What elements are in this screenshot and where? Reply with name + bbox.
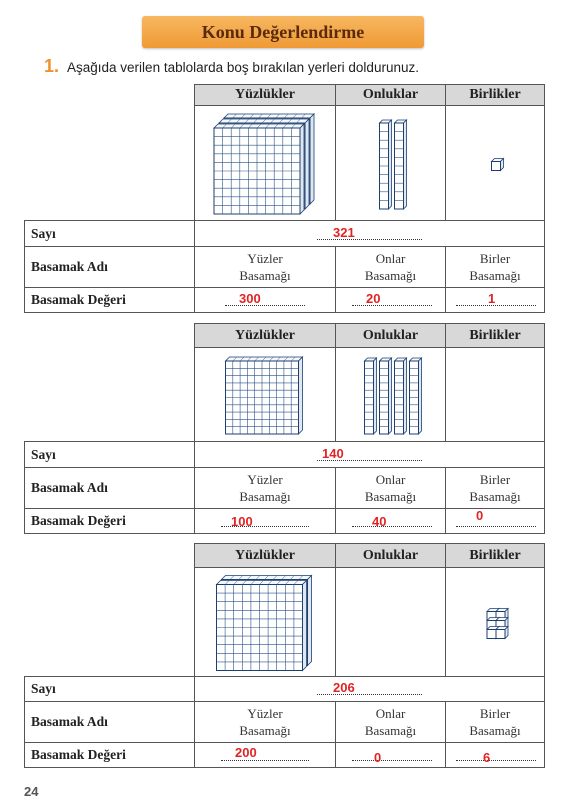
ten-rod <box>395 120 407 209</box>
header-ones: Birlikler <box>445 84 545 106</box>
hundred-flat <box>214 124 304 214</box>
value-tens-answer: 40 <box>372 514 387 529</box>
place-name-ones: Birler Basamağı <box>445 246 545 288</box>
tens-rods-cell <box>335 105 446 221</box>
tens-rods-cell <box>335 347 446 442</box>
tens-rods <box>336 106 447 222</box>
ten-rod <box>380 358 392 434</box>
row-label-place-value: Basamak Değeri <box>24 742 195 768</box>
answer-line <box>352 305 432 306</box>
hundreds-blocks-cell <box>194 347 336 442</box>
value-ones-answer: 1 <box>488 291 496 306</box>
value-tens-cell <box>335 508 446 534</box>
place-name-hundreds: Yüzler Basamağı <box>194 701 336 743</box>
place-name-ones: Birler Basamağı <box>445 467 545 509</box>
value-hundreds-answer: 100 <box>231 514 253 529</box>
page-number: 24 <box>24 784 39 799</box>
number-answer: 140 <box>322 446 344 461</box>
value-ones-cell <box>445 508 545 534</box>
place-name-hundreds: Yüzler Basamağı <box>194 246 336 288</box>
ten-rod <box>410 358 422 434</box>
place-name-tens: Onlar Basamağı <box>335 467 446 509</box>
place-name-tens: Onlar Basamağı <box>335 246 446 288</box>
tens-rods <box>336 568 447 678</box>
value-ones-cell <box>445 742 545 768</box>
ten-rod <box>395 358 407 434</box>
header-tens: Onluklar <box>335 84 446 106</box>
value-hundreds-answer: 200 <box>235 745 257 760</box>
page-title: Konu Değerlendirme <box>201 21 365 42</box>
tens-rods-cell <box>335 567 446 677</box>
number-cell <box>194 220 545 247</box>
ones-cubes <box>446 106 546 222</box>
number-cell <box>194 676 545 702</box>
value-ones-cell <box>445 287 545 313</box>
value-tens-answer: 0 <box>374 750 382 765</box>
answer-line <box>352 760 432 761</box>
answer-line <box>456 305 536 306</box>
value-hundreds-cell <box>194 287 336 313</box>
row-label-number: Sayı <box>24 441 195 468</box>
number-answer: 206 <box>333 680 355 695</box>
hundred-flat <box>217 581 307 671</box>
question-1 <box>44 56 419 78</box>
header-tens: Onluklar <box>335 323 446 348</box>
answer-line <box>352 526 432 527</box>
answer-line <box>456 760 536 761</box>
row-label-place-name: Basamak Adı <box>24 246 195 288</box>
value-ones-answer: 0 <box>476 508 484 523</box>
ones-cubes-cell <box>445 567 545 677</box>
header-hundreds: Yüzlükler <box>194 543 336 568</box>
ten-rod <box>380 120 392 209</box>
value-hundreds-cell <box>194 742 336 768</box>
value-tens-cell <box>335 742 446 768</box>
row-label-place-value: Basamak Değeri <box>24 508 195 534</box>
place-name-tens: Onlar Basamağı <box>335 701 446 743</box>
value-ones-answer: 6 <box>483 750 491 765</box>
hundreds-blocks <box>195 568 337 678</box>
hundreds-blocks <box>195 348 337 443</box>
question-number: 1. <box>44 56 60 76</box>
answer-line <box>456 526 536 527</box>
ones-cubes <box>446 348 546 443</box>
number-cell <box>194 441 545 468</box>
value-tens-cell <box>335 287 446 313</box>
ones-cubes-cell <box>445 105 545 221</box>
place-name-hundreds: Yüzler Basamağı <box>194 467 336 509</box>
row-label-number: Sayı <box>24 220 195 247</box>
header-ones: Birlikler <box>445 323 545 348</box>
one-cube <box>492 159 504 171</box>
hundred-flat <box>226 357 303 434</box>
hundreds-blocks-cell <box>194 567 336 677</box>
header-hundreds: Yüzlükler <box>194 84 336 106</box>
header-tens: Onluklar <box>335 543 446 568</box>
answer-line <box>225 305 305 306</box>
value-hundreds-answer: 300 <box>239 291 261 306</box>
value-tens-answer: 20 <box>366 291 381 306</box>
number-answer: 321 <box>333 225 355 240</box>
row-label-number: Sayı <box>24 676 195 702</box>
hundreds-blocks-cell <box>194 105 336 221</box>
row-label-place-name: Basamak Adı <box>24 701 195 743</box>
header-hundreds: Yüzlükler <box>194 323 336 348</box>
tens-rods <box>336 348 447 443</box>
place-name-ones: Birler Basamağı <box>445 701 545 743</box>
ones-cubes-cell <box>445 347 545 442</box>
value-hundreds-cell <box>194 508 336 534</box>
ten-rod <box>365 358 377 434</box>
row-label-place-name: Basamak Adı <box>24 467 195 509</box>
title-banner <box>142 16 424 48</box>
header-ones: Birlikler <box>445 543 545 568</box>
row-label-place-value: Basamak Değeri <box>24 287 195 313</box>
one-cube <box>496 627 508 639</box>
ones-cubes <box>446 568 546 678</box>
hundreds-blocks <box>195 106 337 222</box>
question-text: Aşağıda verilen tablolarda boş bırakılan yerleri doldurunuz. <box>67 60 419 75</box>
